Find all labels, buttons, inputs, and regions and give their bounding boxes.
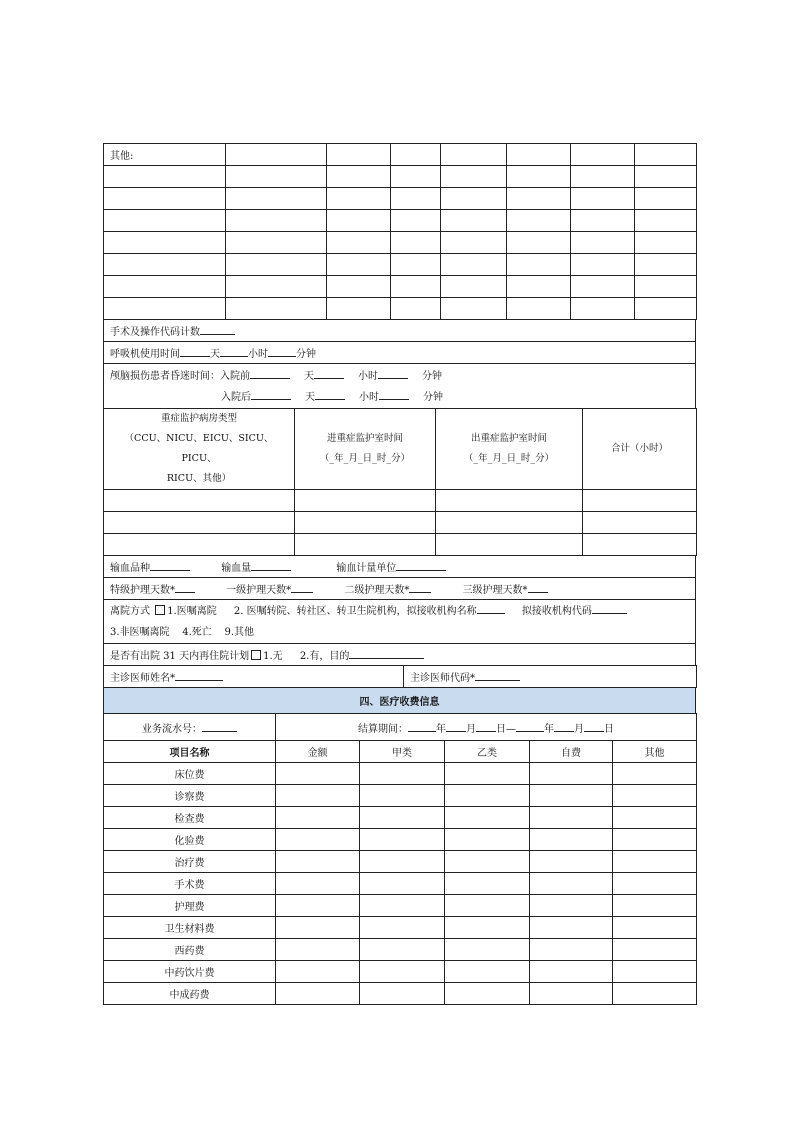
cell[interactable] xyxy=(104,188,226,210)
cell[interactable] xyxy=(441,144,507,166)
cell[interactable] xyxy=(441,188,507,210)
table-row xyxy=(104,210,697,232)
special-nursing-label: 特级护理天数* xyxy=(110,585,175,596)
day-unit: 天 xyxy=(304,371,314,382)
coma-before-hours-field[interactable] xyxy=(314,368,344,379)
coma-after-days-field[interactable] xyxy=(251,389,291,400)
discharge-label: 离院方式 xyxy=(110,606,150,617)
cell[interactable] xyxy=(327,298,391,320)
cell[interactable] xyxy=(530,873,613,895)
start-year-field[interactable] xyxy=(408,721,436,732)
table-row xyxy=(104,276,697,298)
cell[interactable] xyxy=(507,254,571,276)
header-amount: 金额 xyxy=(276,741,360,763)
cell[interactable] xyxy=(360,917,445,939)
item-name: 中药饮片费 xyxy=(104,961,276,983)
cell[interactable] xyxy=(104,534,295,556)
ventilator-minutes-field[interactable] xyxy=(268,346,296,357)
cell[interactable] xyxy=(276,851,360,873)
month-unit: 月 xyxy=(466,723,476,735)
discharge-opt2: 2. 医嘱转院、转社区、转卫生院机构，拟接收机构名称 xyxy=(233,606,477,617)
cell[interactable] xyxy=(276,873,360,895)
period-label: 结算期间： xyxy=(358,723,408,735)
cell[interactable] xyxy=(445,785,530,807)
cell[interactable] xyxy=(276,983,360,1005)
cell[interactable] xyxy=(445,961,530,983)
cell[interactable] xyxy=(507,298,571,320)
day-unit: 天 xyxy=(210,349,220,360)
cell[interactable] xyxy=(635,166,697,188)
minute-unit: 分钟 xyxy=(422,371,442,382)
billing-row xyxy=(104,939,697,961)
billing-row xyxy=(104,895,697,917)
cell[interactable] xyxy=(613,851,697,873)
coma-before-days-field[interactable] xyxy=(250,368,290,379)
end-day-field[interactable] xyxy=(584,721,604,732)
special-nursing-field[interactable] xyxy=(175,582,195,593)
minute-unit: 分钟 xyxy=(296,349,316,360)
cell[interactable] xyxy=(276,917,360,939)
cell[interactable] xyxy=(436,512,583,534)
readmit-purpose-field[interactable] xyxy=(349,648,424,659)
cell[interactable] xyxy=(507,232,571,254)
table-row xyxy=(104,298,697,320)
cell[interactable] xyxy=(276,829,360,851)
cell[interactable] xyxy=(360,807,445,829)
cell[interactable] xyxy=(613,895,697,917)
receiving-org-name-field[interactable] xyxy=(477,603,505,614)
transfusion-type-field[interactable] xyxy=(150,560,190,571)
cell[interactable] xyxy=(530,763,613,785)
item-name: 卫生材料费 xyxy=(104,917,276,939)
header-class-a: 甲类 xyxy=(360,741,445,763)
cell[interactable] xyxy=(445,873,530,895)
year-unit: 年 xyxy=(544,723,554,735)
cell[interactable] xyxy=(613,785,697,807)
level2-nursing-field[interactable] xyxy=(409,582,431,593)
cell[interactable] xyxy=(104,232,226,254)
cell[interactable] xyxy=(327,144,391,166)
cell[interactable] xyxy=(104,210,226,232)
cell[interactable] xyxy=(295,512,436,534)
cell[interactable] xyxy=(635,232,697,254)
cell[interactable] xyxy=(226,298,327,320)
cell[interactable] xyxy=(360,983,445,1005)
billing-row xyxy=(104,829,697,851)
cell[interactable] xyxy=(391,298,441,320)
cell[interactable] xyxy=(571,298,635,320)
discharge-opt1: 1.医嘱离院 xyxy=(167,606,217,617)
cell[interactable] xyxy=(276,961,360,983)
billing-row xyxy=(104,785,697,807)
cell[interactable] xyxy=(530,983,613,1005)
level1-nursing-label: 一级护理天数* xyxy=(226,585,292,596)
header-class-b: 乙类 xyxy=(445,741,530,763)
cell[interactable] xyxy=(360,763,445,785)
billing-meta-row xyxy=(104,714,697,741)
cell[interactable] xyxy=(571,276,635,298)
readmit-checkbox[interactable] xyxy=(251,650,261,660)
cell[interactable] xyxy=(391,254,441,276)
doctor-code-field[interactable] xyxy=(475,670,520,681)
doctor-name-field[interactable] xyxy=(175,670,223,681)
cell[interactable] xyxy=(530,807,613,829)
item-name: 检查费 xyxy=(104,807,276,829)
table-row xyxy=(104,166,697,188)
billing-meta xyxy=(103,713,697,741)
coma-after-label: 入院后 xyxy=(221,392,251,403)
cell[interactable] xyxy=(436,490,583,512)
cell[interactable] xyxy=(360,961,445,983)
cell[interactable] xyxy=(571,166,635,188)
cell[interactable] xyxy=(226,210,327,232)
receiving-org-code-field[interactable] xyxy=(592,603,627,614)
coma-before-minutes-field[interactable] xyxy=(378,368,408,379)
billing-row xyxy=(104,763,697,785)
item-name: 护理费 xyxy=(104,895,276,917)
cell[interactable] xyxy=(391,232,441,254)
cell[interactable] xyxy=(327,254,391,276)
cell[interactable] xyxy=(571,232,635,254)
cell[interactable] xyxy=(104,166,226,188)
level1-nursing-field[interactable] xyxy=(291,582,313,593)
cell[interactable] xyxy=(613,807,697,829)
start-month-field[interactable] xyxy=(446,721,466,732)
cell[interactable] xyxy=(445,895,530,917)
icu-exit-format: （_年_月_日_时_分） xyxy=(463,453,555,464)
ventilator-label: 呼吸机使用时间 xyxy=(110,349,180,360)
cell[interactable] xyxy=(571,254,635,276)
cell[interactable] xyxy=(295,490,436,512)
month-unit: 月 xyxy=(574,723,584,735)
end-month-field[interactable] xyxy=(554,721,574,732)
cell[interactable] xyxy=(445,829,530,851)
table-row xyxy=(104,232,697,254)
cell[interactable] xyxy=(441,254,507,276)
cell[interactable] xyxy=(226,188,327,210)
cell[interactable] xyxy=(507,144,571,166)
cell[interactable] xyxy=(571,188,635,210)
readmit-opt2: 2.有，目的 xyxy=(299,651,350,662)
cell[interactable] xyxy=(613,829,697,851)
item-name: 西药费 xyxy=(104,939,276,961)
minute-unit: 分钟 xyxy=(423,392,443,403)
ventilator-hours-field[interactable] xyxy=(220,346,248,357)
cell[interactable] xyxy=(583,490,697,512)
end-year-field[interactable] xyxy=(516,721,544,732)
cell[interactable] xyxy=(613,873,697,895)
cell[interactable] xyxy=(276,785,360,807)
cell[interactable] xyxy=(327,276,391,298)
cell[interactable] xyxy=(613,983,697,1005)
readmit-row xyxy=(104,644,696,666)
item-name: 化验费 xyxy=(104,829,276,851)
cell[interactable] xyxy=(104,298,226,320)
table-row xyxy=(104,512,697,534)
cell[interactable] xyxy=(391,188,441,210)
cell[interactable] xyxy=(441,166,507,188)
cell[interactable] xyxy=(445,851,530,873)
icu-table xyxy=(103,408,697,556)
icu-header-row xyxy=(104,409,697,490)
cell[interactable] xyxy=(226,144,327,166)
cell[interactable] xyxy=(445,917,530,939)
transfusion-unit-field[interactable] xyxy=(396,560,446,571)
cell[interactable] xyxy=(635,210,697,232)
cell[interactable] xyxy=(507,166,571,188)
cell[interactable] xyxy=(360,785,445,807)
cell[interactable] xyxy=(583,534,697,556)
cell[interactable] xyxy=(104,490,295,512)
cell[interactable] xyxy=(445,983,530,1005)
medical-record-form xyxy=(103,143,696,1005)
day-unit: 日 xyxy=(604,723,614,735)
cell[interactable] xyxy=(276,939,360,961)
cell[interactable] xyxy=(441,276,507,298)
cell[interactable] xyxy=(613,917,697,939)
ventilator-days-field[interactable] xyxy=(180,346,210,357)
cell[interactable] xyxy=(391,276,441,298)
icu-enter-format: （_年_月_日_时_分） xyxy=(319,453,411,464)
cell[interactable] xyxy=(445,939,530,961)
year-unit: 年 xyxy=(436,723,446,735)
billing-row xyxy=(104,983,697,1005)
cell[interactable] xyxy=(445,807,530,829)
cell[interactable] xyxy=(327,188,391,210)
cell[interactable] xyxy=(530,895,613,917)
doctor-table xyxy=(103,665,697,688)
cell[interactable] xyxy=(360,895,445,917)
cell[interactable] xyxy=(635,276,697,298)
billing-table xyxy=(103,740,697,1005)
section-title: 四、医疗收费信息 xyxy=(104,688,696,714)
icu-exit-title: 出重症监护室时间 xyxy=(470,433,547,444)
coma-after-minutes-field[interactable] xyxy=(379,389,409,400)
header-self-pay: 自费 xyxy=(530,741,613,763)
cell[interactable] xyxy=(635,188,697,210)
cell[interactable] xyxy=(613,939,697,961)
discharge-opt3: 3.非医嘱离院 4.死亡 9.其他 xyxy=(110,627,255,638)
cell[interactable] xyxy=(360,939,445,961)
item-name: 中成药费 xyxy=(104,983,276,1005)
billing-row xyxy=(104,807,697,829)
level3-nursing-label: 三级护理天数* xyxy=(462,585,528,596)
cell[interactable] xyxy=(571,210,635,232)
transfusion-type-label: 输血品种 xyxy=(110,563,150,574)
table-row xyxy=(104,144,697,166)
header-other: 其他 xyxy=(613,741,697,763)
cell[interactable] xyxy=(530,829,613,851)
cell[interactable] xyxy=(571,144,635,166)
cell[interactable] xyxy=(327,166,391,188)
hour-unit: 小时 xyxy=(358,371,378,382)
serial-field[interactable] xyxy=(202,721,237,732)
cell[interactable] xyxy=(391,144,441,166)
other-label: 其他: xyxy=(104,144,226,166)
transfusion-amount-label: 输血量 xyxy=(221,563,252,574)
cell[interactable] xyxy=(613,961,697,983)
cell[interactable] xyxy=(530,961,613,983)
cell[interactable] xyxy=(613,763,697,785)
hour-unit: 小时 xyxy=(248,349,268,360)
cell[interactable] xyxy=(391,210,441,232)
table-row xyxy=(104,254,697,276)
coma-row xyxy=(104,364,696,409)
readmit-label: 是否有出院 31 天内再住院计划 xyxy=(110,651,250,662)
serial-label: 业务流水号： xyxy=(142,723,202,735)
icu-total-header: 合计（小时） xyxy=(583,409,697,490)
cell[interactable] xyxy=(530,851,613,873)
cell[interactable] xyxy=(226,232,327,254)
day-to-unit: 日— xyxy=(496,723,516,735)
icu-enter-header xyxy=(295,409,436,490)
table-row xyxy=(104,188,697,210)
item-name: 治疗费 xyxy=(104,851,276,873)
cell[interactable] xyxy=(276,807,360,829)
cell[interactable] xyxy=(530,785,613,807)
doctor-name-label: 主诊医师姓名* xyxy=(110,673,175,684)
doctor-code-label: 主诊医师代码* xyxy=(410,673,475,684)
cell[interactable] xyxy=(327,232,391,254)
cell[interactable] xyxy=(530,939,613,961)
billing-header-row xyxy=(104,741,697,763)
transfusion-amount-field[interactable] xyxy=(251,560,291,571)
item-name: 床位费 xyxy=(104,763,276,785)
receiving-org-code-label: 拟接收机构代码 xyxy=(521,606,592,617)
table-row xyxy=(104,490,697,512)
cell[interactable] xyxy=(441,298,507,320)
cell[interactable] xyxy=(635,254,697,276)
other-procedures-table xyxy=(103,143,697,320)
icu-exit-header xyxy=(436,409,583,490)
section-row xyxy=(104,688,696,714)
cell[interactable] xyxy=(635,298,697,320)
cell[interactable] xyxy=(360,873,445,895)
nursing-row xyxy=(104,578,696,600)
level3-nursing-field[interactable] xyxy=(528,582,548,593)
icu-type-options-2: RICU、其他） xyxy=(166,473,232,484)
cell[interactable] xyxy=(530,917,613,939)
cell[interactable] xyxy=(391,166,441,188)
icu-type-title: 重症监护病房类型 xyxy=(160,413,237,424)
info-rows-2 xyxy=(103,555,696,666)
billing-row xyxy=(104,961,697,983)
cell[interactable] xyxy=(276,763,360,785)
cell[interactable] xyxy=(104,512,295,534)
cell[interactable] xyxy=(327,210,391,232)
doctor-row xyxy=(104,666,697,688)
cell[interactable] xyxy=(226,254,327,276)
cell[interactable] xyxy=(436,534,583,556)
cell[interactable] xyxy=(360,851,445,873)
cell[interactable] xyxy=(441,210,507,232)
cell[interactable] xyxy=(445,763,530,785)
cell[interactable] xyxy=(635,144,697,166)
info-rows xyxy=(103,319,696,409)
surgery-count-field[interactable] xyxy=(200,324,235,335)
discharge-row xyxy=(104,600,696,644)
cell[interactable] xyxy=(583,512,697,534)
cell[interactable] xyxy=(104,276,226,298)
icu-enter-title: 进重症监护室时间 xyxy=(326,433,403,444)
coma-after-hours-field[interactable] xyxy=(315,389,345,400)
ventilator-row xyxy=(104,342,696,364)
cell[interactable] xyxy=(441,232,507,254)
cell[interactable] xyxy=(507,210,571,232)
cell[interactable] xyxy=(295,534,436,556)
billing-row xyxy=(104,917,697,939)
cell[interactable] xyxy=(226,166,327,188)
surgery-count-row xyxy=(104,320,696,342)
cell[interactable] xyxy=(507,188,571,210)
level2-nursing-label: 二级护理天数* xyxy=(344,585,410,596)
section-table xyxy=(103,687,696,714)
item-name: 诊察费 xyxy=(104,785,276,807)
billing-row xyxy=(104,873,697,895)
cell[interactable] xyxy=(507,276,571,298)
cell[interactable] xyxy=(104,254,226,276)
transfusion-unit-label: 输血计量单位 xyxy=(336,563,397,574)
transfusion-row xyxy=(104,556,696,578)
start-day-field[interactable] xyxy=(476,721,496,732)
header-item-name: 项目名称 xyxy=(104,741,276,763)
discharge-checkbox[interactable] xyxy=(155,605,165,615)
readmit-opt1: 1.无 xyxy=(263,651,283,662)
coma-label: 颅脑损伤患者昏迷时间：入院前 xyxy=(110,371,250,382)
cell[interactable] xyxy=(360,829,445,851)
icu-type-options: （CCU、NICU、EICU、SICU、PICU、 xyxy=(124,433,274,464)
hour-unit: 小时 xyxy=(359,392,379,403)
surgery-count-label: 手术及操作代码计数 xyxy=(110,327,200,338)
table-row xyxy=(104,534,697,556)
item-name: 手术费 xyxy=(104,873,276,895)
day-unit: 天 xyxy=(305,392,315,403)
billing-row xyxy=(104,851,697,873)
cell[interactable] xyxy=(276,895,360,917)
cell[interactable] xyxy=(226,276,327,298)
icu-type-header xyxy=(104,409,295,490)
